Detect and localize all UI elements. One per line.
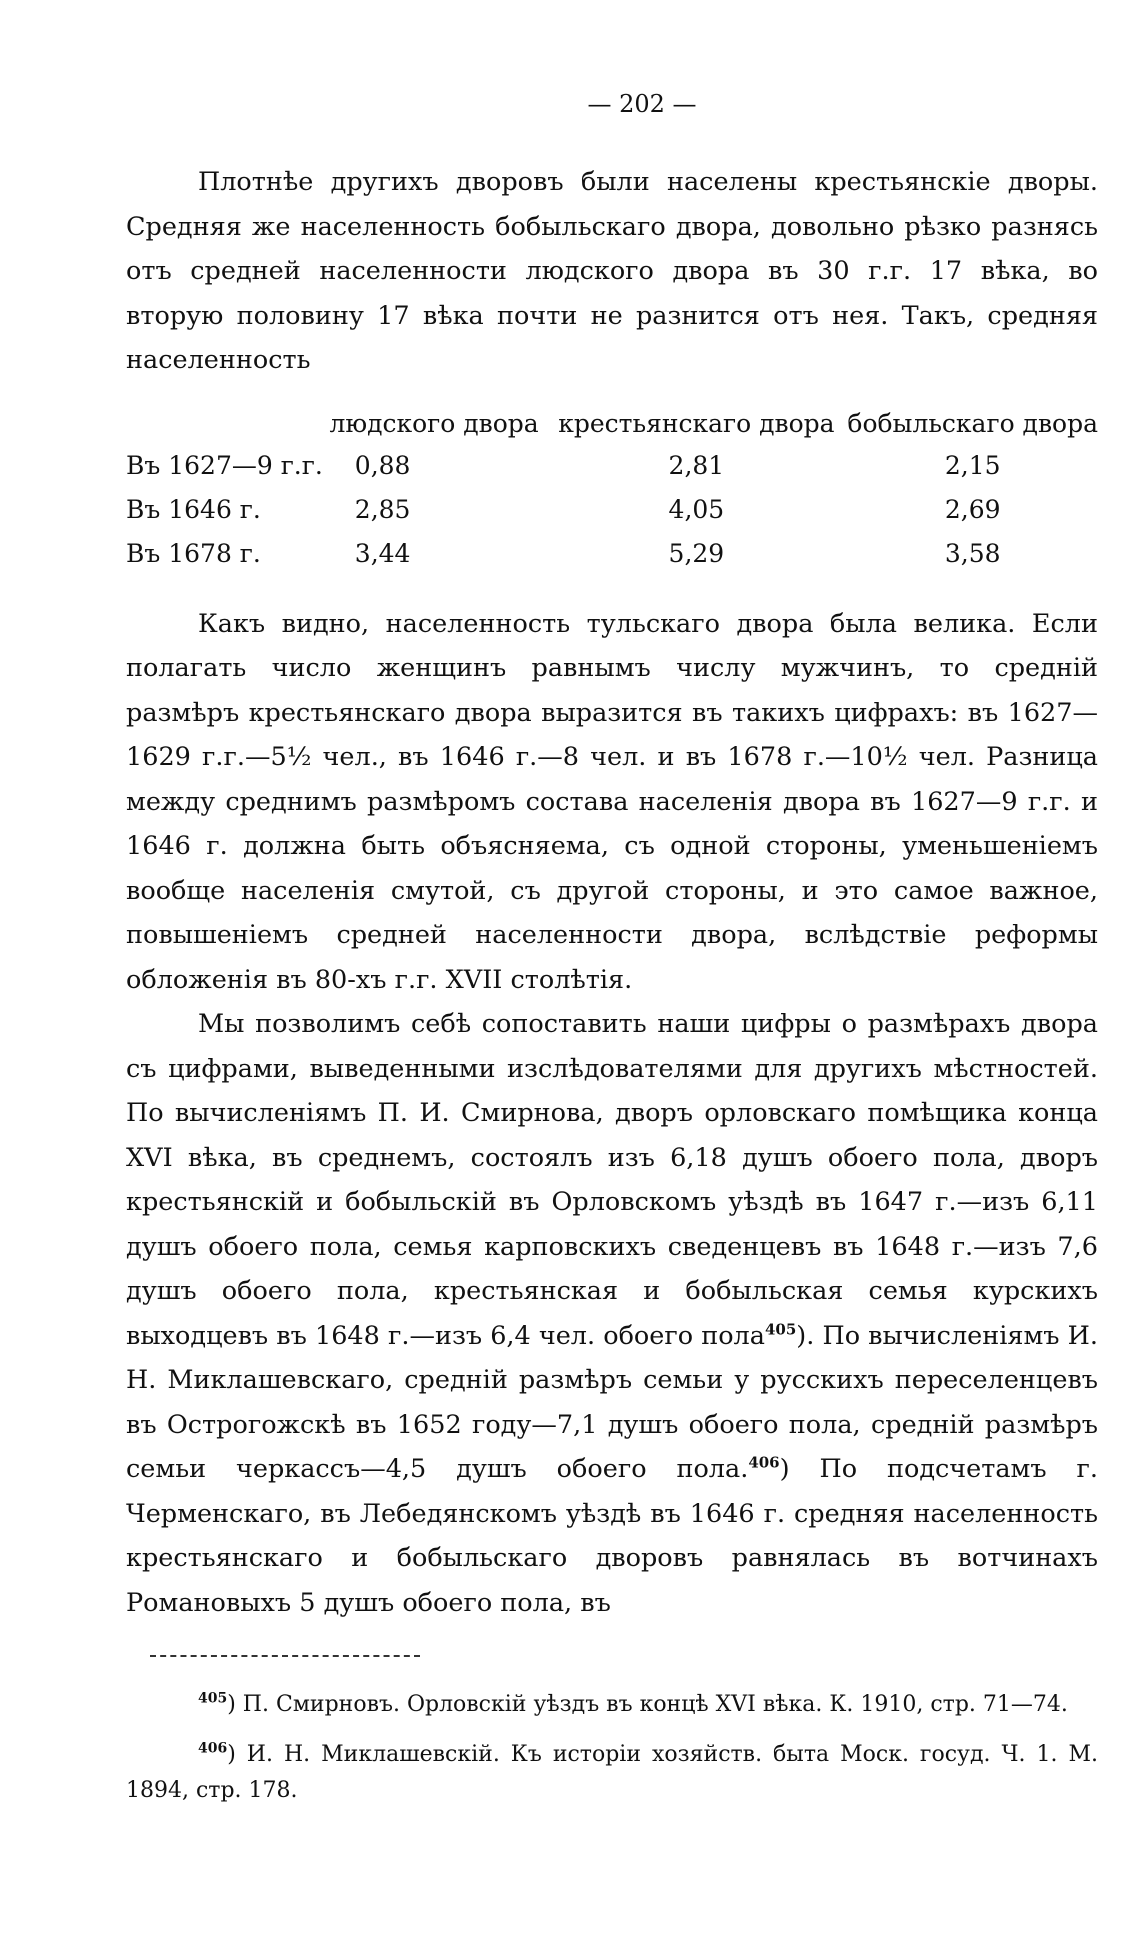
table-header-empty bbox=[126, 409, 323, 444]
table-cell-value: 3,58 bbox=[944, 539, 1001, 568]
table-cell-year: Въ 1627—9 г.г. bbox=[126, 451, 323, 480]
footnote-text: ) И. Н. Миклашевскій. Къ исторіи хозяйств. быта Моск. госуд. Ч. 1. М. 1894, стр. 178. bbox=[126, 1742, 1098, 1803]
table-cell-value: 2,69 bbox=[944, 495, 1001, 524]
table-row bbox=[126, 444, 1098, 488]
table-header-row bbox=[126, 409, 1098, 444]
table-cell-value: 2,85 bbox=[354, 495, 411, 524]
paragraph-2: Какъ видно, населенность тульскаго двора была велика. Если полагать число женщинъ равнымъ числу мужчинъ, то средній размѣръ крестьянскаго двора выразится въ такихъ цифрахъ: въ 1627—1629 г.г.—5½ чел., въ 1646 г.—8 чел. и въ 1678 г.—10½ чел. Разница между среднимъ размѣромъ состава населенія двора въ 1627—9 г.г. и 1646 г. должна быть объясняема, съ одной стороны, уменьшеніемъ вообще населенія смутой, съ другой стороны, и это самое важное, повышеніемъ средней населенности двора, вслѣдствіе реформы обложенія въ 80-хъ г.г. XVII столѣтія. bbox=[126, 608, 1098, 995]
footnote-number: 406 bbox=[198, 1740, 228, 1757]
footnote-number: 405 bbox=[198, 1690, 228, 1707]
table-cell-year: Въ 1646 г. bbox=[126, 495, 261, 524]
paragraph-1: Плотнѣе другихъ дворовъ были населены крестьянскіе дворы. Средняя же населенность бобыльскаго двора, довольно рѣзко разнясь отъ средней населенности людского двора въ 30 г.г. 17 вѣка, во вторую половину 17 вѣка почти не разнится отъ нея. Такъ, средняя населенность bbox=[126, 167, 1098, 375]
paragraph-3-text-c: ) По подсчетамъ г. Черменскаго, въ Лебедянскомъ уѣздѣ въ 1646 г. средняя населенность крестьянскаго и бобыльскаго дворовъ равнялась въ вотчинахъ Романовыхъ 5 душъ обоего пола, въ bbox=[126, 1454, 1098, 1618]
paragraph-3 bbox=[126, 1002, 1098, 1625]
footnote-separator bbox=[150, 1655, 420, 1657]
page-number: — 202 — bbox=[587, 90, 697, 118]
table-row bbox=[126, 488, 1098, 532]
footnote-text: ) П. Смирновъ. Орловскій уѣздъ въ концѣ XVI вѣка. К. 1910, стр. 71—74. bbox=[227, 1692, 1068, 1717]
paragraph-3-text-a: Мы позволимъ себѣ сопоставить наши цифры о размѣрахъ двора съ цифрами, выведенными изслѣдователями для другихъ мѣстностей. По вычисленіямъ П. И. Смирнова, дворъ орловскаго помѣщика конца XVI вѣка, въ среднемъ, состоялъ изъ 6,18 душъ обоего пола, дворъ крестьянскій и бобыльскій въ Орловскомъ уѣздѣ въ 1647 г.—изъ 6,11 душъ обоего пола, семья карповскихъ сведенцевъ въ 1648 г.—изъ 7,6 душъ обоего пола, крестьянская и бобыльская семья курскихъ выходцевъ въ 1648 г.—изъ 6,4 чел. обоего пола bbox=[126, 1009, 1098, 1351]
table-header-cell: бобыльскаго двора bbox=[847, 408, 1098, 438]
footnote-ref-405: 405 bbox=[764, 1320, 797, 1338]
table-cell-value: 2,81 bbox=[668, 451, 725, 480]
population-table bbox=[126, 409, 1098, 576]
table-cell-value: 4,05 bbox=[668, 495, 725, 524]
table-row bbox=[126, 532, 1098, 576]
table-cell-value: 3,44 bbox=[354, 539, 411, 568]
table-header-cell: крестьянскаго двора bbox=[558, 408, 835, 438]
footnote-405 bbox=[126, 1687, 1098, 1723]
table-cell-value: 0,88 bbox=[354, 451, 411, 480]
footnote-406 bbox=[126, 1737, 1098, 1809]
table-header-cell: людского двора bbox=[329, 408, 539, 438]
footnote-ref-406: 406 bbox=[748, 1453, 780, 1472]
paragraph-3-text-b: ). По вычисленіямъ И. Н. Миклашевскаго, средній размѣръ семьи у русскихъ переселенцевъ въ Острогожскѣ въ 1652 году—7,1 душъ обоего пола, средній размѣръ семьи черкассъ—4,5 душъ обоего пола. bbox=[126, 1320, 1098, 1484]
table-cell-year: Въ 1678 г. bbox=[126, 539, 261, 568]
table-cell-value: 2,15 bbox=[944, 451, 1001, 480]
table-cell-value: 5,29 bbox=[668, 539, 725, 568]
